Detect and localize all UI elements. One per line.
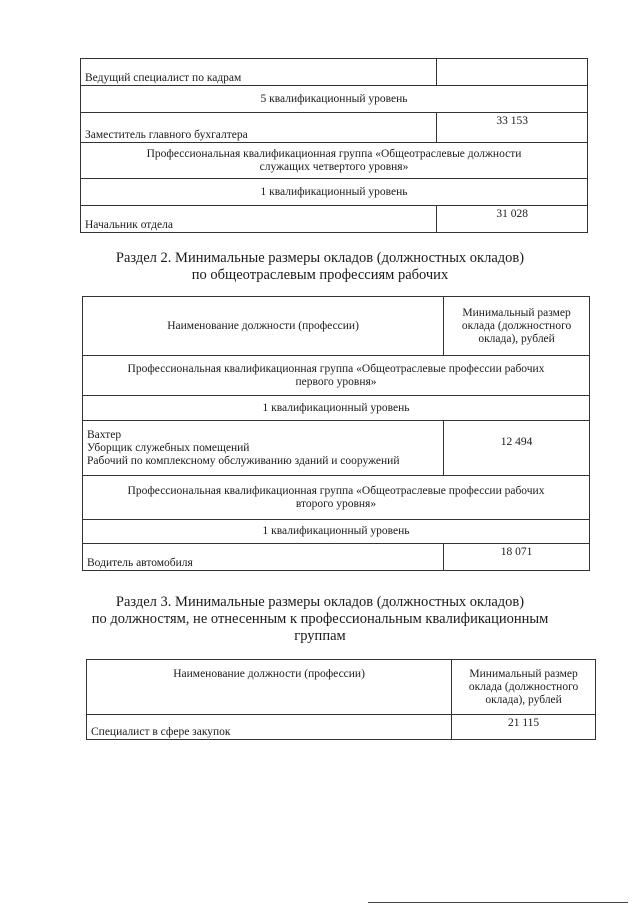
table-row bbox=[83, 520, 590, 544]
salary-value: 31 028 bbox=[437, 206, 588, 233]
position-list bbox=[83, 421, 444, 476]
qualification-level: 1 квалификационный уровень bbox=[83, 520, 590, 544]
table-row bbox=[81, 59, 588, 86]
qualification-level: 1 квалификационный уровень bbox=[83, 396, 590, 421]
table-row bbox=[81, 143, 588, 179]
table-row bbox=[81, 86, 588, 113]
table-row bbox=[83, 544, 590, 571]
salary-value: 12 494 bbox=[444, 421, 590, 476]
position-name: Ведущий специалист по кадрам bbox=[81, 59, 437, 86]
column-header-salary: Минимальный размер оклада (должностного оклада), рублей bbox=[444, 297, 590, 356]
qualification-level: 1 квалификационный уровень bbox=[81, 179, 588, 206]
table-section-3 bbox=[86, 659, 596, 740]
qualification-group bbox=[81, 143, 588, 179]
table-row bbox=[81, 206, 588, 233]
table-row bbox=[83, 356, 590, 396]
group-title-line: служащих четвертого уровня» bbox=[259, 160, 409, 173]
position-name: Начальник отдела bbox=[81, 206, 437, 233]
position-name: Рабочий по комплексному обслуживанию зданий и сооружений bbox=[87, 454, 400, 467]
column-header-position: Наименование должности (профессии) bbox=[83, 297, 444, 356]
position-name: Специалист в сфере закупок bbox=[87, 715, 452, 740]
salary-value: 33 153 bbox=[437, 113, 588, 143]
section-3-title: Раздел 3. Минимальные размеры окладов (должностных окладов) по должностям, не отнесенным к профессиональным квалификационным группам bbox=[91, 594, 549, 644]
table-section-2 bbox=[82, 296, 590, 571]
qualification-group: Профессиональная квалификационная группа «Общеотраслевые профессии рабочих второго уровня» bbox=[83, 476, 590, 520]
column-header-salary: Минимальный размер оклада (должностного оклада), рублей bbox=[452, 660, 596, 715]
position-name: Вахтер bbox=[87, 428, 122, 441]
qualification-level: 5 квалификационный уровень bbox=[81, 86, 588, 113]
table-header-row bbox=[83, 297, 590, 356]
salary-value: 21 115 bbox=[452, 715, 596, 740]
position-name: Водитель автомобиля bbox=[83, 544, 444, 571]
salary-value bbox=[437, 59, 588, 86]
page-bottom-divider bbox=[368, 902, 628, 903]
table-header-row bbox=[87, 660, 596, 715]
salary-value: 18 071 bbox=[444, 544, 590, 571]
column-header-position: Наименование должности (профессии) bbox=[87, 660, 452, 715]
table-positions-continued bbox=[80, 58, 588, 233]
table-row bbox=[81, 113, 588, 143]
qualification-group: Профессиональная квалификационная группа «Общеотраслевые профессии рабочих первого уровня» bbox=[83, 356, 590, 396]
table-row bbox=[83, 476, 590, 520]
table-row bbox=[87, 715, 596, 740]
position-name: Заместитель главного бухгалтера bbox=[81, 113, 437, 143]
section-2-title: Раздел 2. Минимальные размеры окладов (должностных окладов) по общеотраслевым профессиям рабочих bbox=[115, 250, 525, 283]
position-name: Уборщик служебных помещений bbox=[87, 441, 250, 454]
group-title-line: Профессиональная квалификационная группа «Общеотраслевые должности bbox=[146, 147, 522, 160]
table-row bbox=[83, 421, 590, 476]
table-row bbox=[81, 179, 588, 206]
table-row bbox=[83, 396, 590, 421]
